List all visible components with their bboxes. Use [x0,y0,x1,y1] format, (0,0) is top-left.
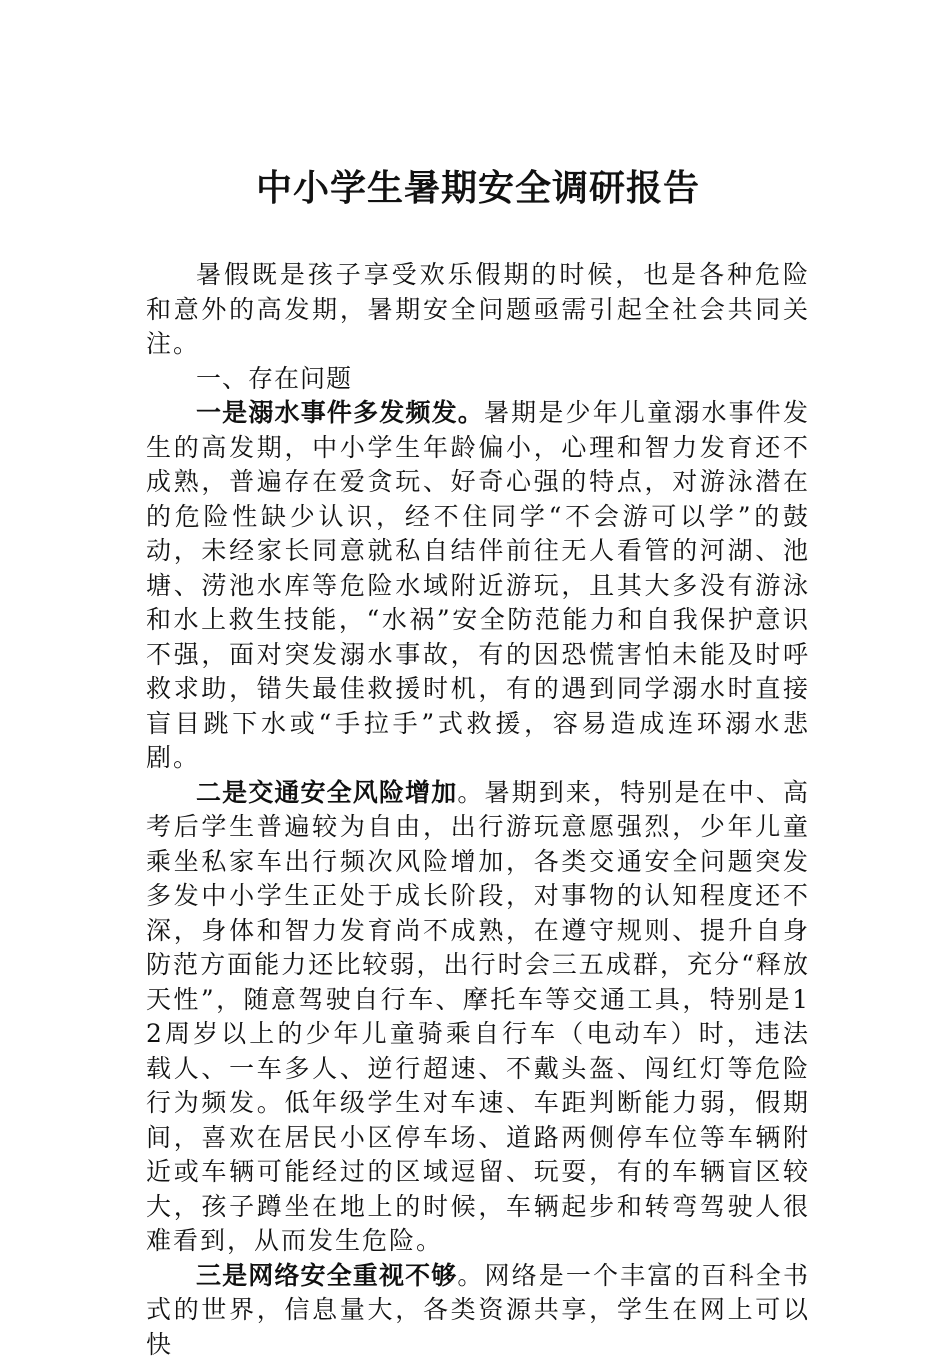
issue-paragraph-3 [146,1259,810,1362]
document-title: 中小学生暑期安全调研报告 [146,160,810,216]
issue-lead: 二是交通安全风险增加 [196,778,457,807]
section-heading: 一、存在问题 [146,362,810,397]
issue-paragraph-1 [146,396,810,776]
intro-paragraph: 暑假既是孩子享受欢乐假期的时候，也是各种危险和意外的高发期，暑期安全问题亟需引起全社会共同关注。 [146,258,810,362]
issue-lead: 一是溺水事件多发频发。 [196,398,484,427]
issue-body: 。暑期到来，特别是在中、高考后学生普遍较为自由，出行游玩意愿强烈，少年儿童乘坐私家车出行频次风险增加，各类交通安全问题突发多发中小学生正处于成长阶段，对事物的认知程度还不深，身体和智力发育尚不成熟，在遵守规则、提升自身防范方面能力还比较弱，出行时会三五成群，充分“释放天性”，随意驾驶自行车、摩托车等交通工具，特别是12周岁以上的少年儿童骑乘自行车（电动车）时，违法载人、一车多人、逆行超速、不戴头盔、闯红灯等危险行为频发。低年级学生对车速、车距判断能力弱，假期间，喜欢在居民小区停车场、道路两侧停车位等车辆附近或车辆可能经过的区域逗留、玩耍，有的车辆盲区较大，孩子蹲坐在地上的时候，车辆起步和转弯驾驶人很难看到，从而发生危险。 [146,778,810,1256]
issue-body: 暑期是少年儿童溺水事件发生的高发期，中小学生年龄偏小，心理和智力发育还不成熟，普遍存在爱贪玩、好奇心强的特点，对游泳潜在的危险性缺少认识，经不住同学“不会游可以学”的鼓动，未经家长同意就私自结伴前往无人看管的河湖、池塘、涝池水库等危险水域附近游玩，且其大多没有游泳和水上救生技能，“水祸”安全防范能力和自我保护意识不强，面对突发溺水事故，有的因恐慌害怕未能及时呼救求助，错失最佳救援时机，有的遇到同学溺水时直接盲目跳下水或“手拉手”式救援，容易造成连环溺水悲剧。 [146,398,810,772]
issue-body: 。网络是一个丰富的百科全书式的世界，信息量大，各类资源共享，学生在网上可以快 [146,1261,810,1359]
issue-paragraph-2 [146,776,810,1259]
issue-lead: 三是网络安全重视不够 [196,1261,457,1290]
